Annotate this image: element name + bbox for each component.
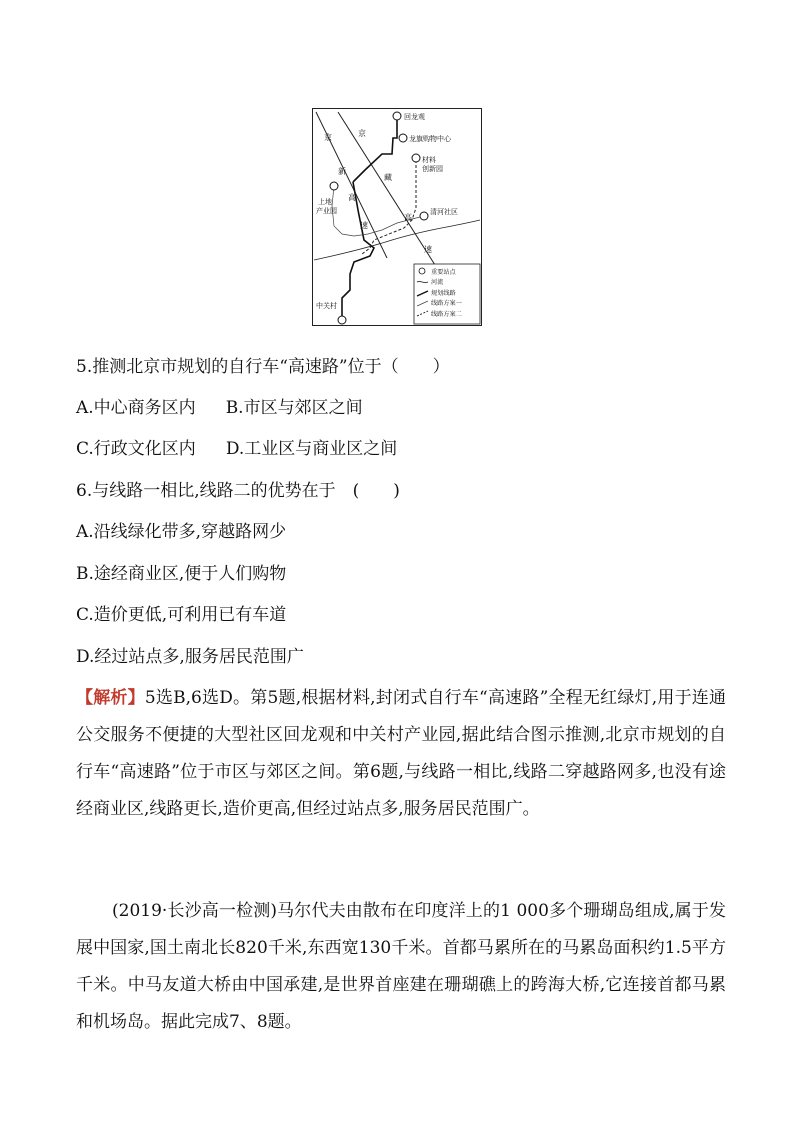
legend-station-label: 重要站点 bbox=[431, 269, 456, 276]
road-char-su: 速 bbox=[360, 221, 368, 230]
question-5-options-row2 bbox=[76, 438, 397, 460]
route-map bbox=[312, 108, 482, 326]
road-char-xin: 新 bbox=[338, 167, 346, 176]
q6-option-a: A.沿线绿化带多,穿越路网少 bbox=[76, 522, 287, 542]
label-shangdi-2: 产业园 bbox=[316, 207, 337, 215]
road-char-su2: 速 bbox=[424, 245, 432, 254]
question-5-options-row1 bbox=[76, 397, 363, 419]
q5-option-a: A.中心商务区内 bbox=[76, 398, 196, 418]
label-longqi: 龙旗购物中心 bbox=[409, 135, 451, 143]
q5-option-c: C.行政文化区内 bbox=[76, 439, 196, 459]
road-char-gao1: 高 bbox=[348, 193, 356, 202]
label-qinghe: 清河社区 bbox=[430, 208, 458, 216]
label-shangdi-1: 上地 bbox=[318, 198, 332, 206]
station-qinghe bbox=[420, 212, 428, 220]
legend-plan1-label: 线路方案一 bbox=[431, 300, 462, 307]
road-char-jing2: 京 bbox=[358, 129, 366, 138]
question-5-stem: 5.推测北京市规划的自行车“高速路”位于（ ） bbox=[76, 357, 450, 377]
analysis-tag: 【解析】 bbox=[76, 688, 145, 708]
label-huilongguan: 回龙观 bbox=[404, 113, 425, 121]
label-zhongguancun: 中关村 bbox=[316, 302, 337, 310]
analysis-paragraph bbox=[76, 680, 726, 828]
legend-planned-label: 规划线路 bbox=[431, 290, 456, 297]
q5-option-b: B.市区与郊区之间 bbox=[225, 398, 363, 418]
station-huilongguan bbox=[393, 112, 401, 120]
road-char-jing1: 京 bbox=[324, 133, 332, 142]
q5-option-d: D.工业区与商业区之间 bbox=[225, 439, 398, 459]
passage-paragraph: (2019·长沙高一检测)马尔代夫由散布在印度洋上的1 000多个珊瑚岛组成,属于发展中国家,国土南北长820千米,东西宽130千米。首都马累所在的马累岛面积约1.5平方千米。中马友道大桥由中国承建,是世界首座建在珊瑚礁上的跨海大桥,它连接首都马累和机场岛。据此完成7、8题。 bbox=[76, 901, 726, 1032]
q6-option-b: B.途经商业区,便于人们购物 bbox=[76, 564, 287, 584]
station-longqi bbox=[399, 134, 407, 142]
label-cailiao-1: 材料 bbox=[422, 156, 436, 164]
road-char-zang: 藏 bbox=[384, 173, 392, 182]
legend-plan2-label: 线路方案二 bbox=[431, 311, 462, 318]
label-cailiao-2: 创新园 bbox=[422, 165, 443, 173]
q6-option-d: D.经过站点多,服务居民范围广 bbox=[76, 647, 304, 667]
question-6-stem: 6.与线路一相比,线路二的优势在于 ( ) bbox=[76, 481, 400, 501]
legend-station-icon bbox=[419, 268, 425, 274]
analysis-text: 5选B,6选D。第5题,根据材料,封闭式自行车“高速路”全程无红绿灯,用于连通公交服务不便捷的大型社区回龙观和中关村产业园,据此结合图示推测,北京市规划的自行车“高速路”位于市区与郊区之间。第6题,与线路一相比,线路二穿越路网多,也没有途经商业区,线路更长,造价更高,但经过站点多,服务居民范围广。 bbox=[76, 688, 726, 819]
station-zhongguancun bbox=[338, 316, 346, 324]
station-cailiao bbox=[412, 154, 420, 162]
legend-river-label: 河流 bbox=[431, 279, 444, 286]
q6-option-c: C.造价更低,可利用已有车道 bbox=[76, 605, 287, 625]
station-shangdi bbox=[330, 182, 338, 190]
road-char-gao2: 高 bbox=[404, 213, 412, 222]
map-legend bbox=[414, 264, 480, 324]
